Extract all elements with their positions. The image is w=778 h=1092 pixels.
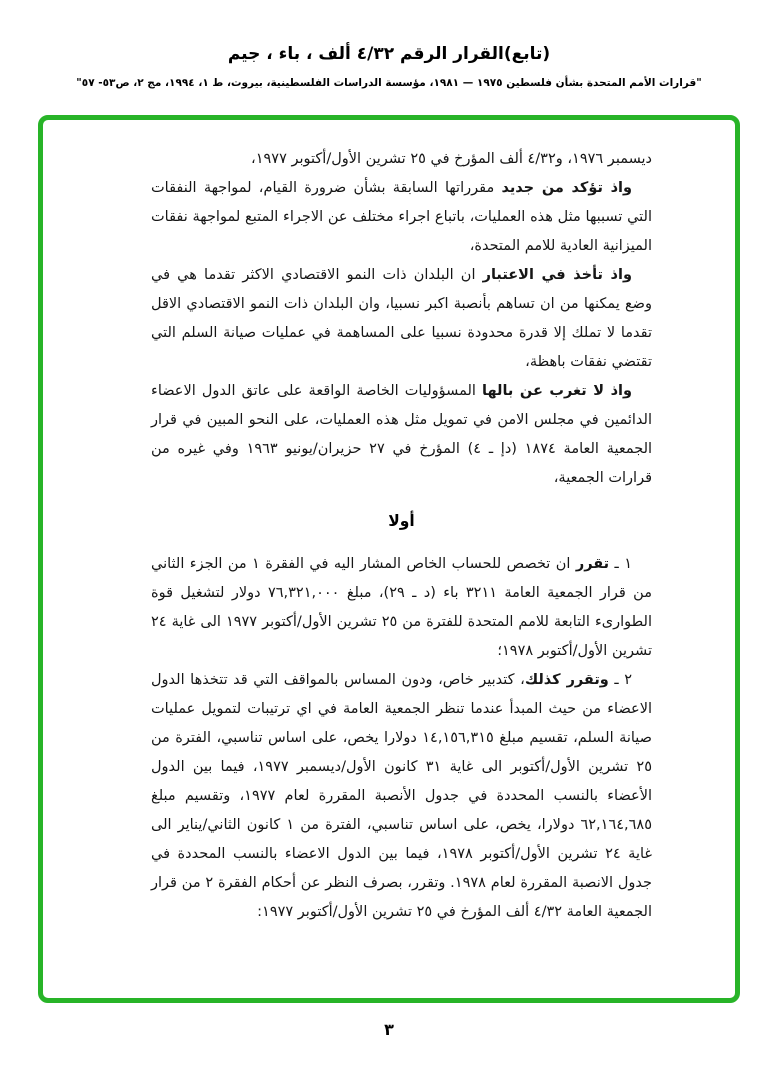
paragraph-lead: واذ لا تغرب عن بالها <box>482 383 632 399</box>
preamble-paragraph <box>151 377 652 493</box>
paragraph-lead: تقرر <box>575 556 610 572</box>
operative-paragraph-2 <box>151 666 652 927</box>
page-number: ٣ <box>384 1020 394 1039</box>
paragraph-lead: واذ تؤكد من جديد <box>501 180 633 196</box>
paragraph-number: ٢ ـ <box>608 672 632 688</box>
paragraph-lead: وتقرر كذلك <box>524 672 609 688</box>
paragraph-text: ان تخصص للحساب الخاص المشار اليه في الفقرة ١ من الجزء الثاني من قرار الجمعية العامة ٣٢١١ باء (د ـ ٢٩)، مبلغ ٧٦,٣٢١,٠٠٠ دولار لتشغيل قوة الطوارىء التابعة للامم المتحدة للفترة من ٢٥ تشرين الأول/أكتوبر ١٩٧٧ الى غاية ٢٤ تشرين الأول/أكتوبر ١٩٧٨؛ <box>151 556 652 659</box>
paragraph-continuation <box>151 145 652 174</box>
paragraph-text: ان البلدان ذات النمو الاقتصادي الاكثر تقدما هي في وضع يمكنها من ان تساهم بأنصبة اكبر نسبيا، وان البلدان ذات النمو الاقتصادي الاقل تقدما لا تملك إلا قدرة محدودة نسبيا على المساهمة في عمليات صيانة السلم التي تقتضي نفقات باهظة، <box>151 267 652 370</box>
section-heading: أولا <box>388 512 415 530</box>
paragraph-number: ١ ـ <box>609 556 632 572</box>
paragraph-lead: واذ تأخذ في الاعتبار <box>482 267 632 283</box>
paragraph-text: المسؤوليات الخاصة الواقعة على عاتق الدول الاعضاء الدائمين في مجلس الامن في تمويل مثل هذه العمليات، على النحو المبين في قرار الجمعية العامة ١٨٧٤ (دإ ـ ٤) المؤرخ في ٢٧ حزيران/يونيو ١٩٦٣ وفي غيره من قرارات الجمعية، <box>151 383 653 486</box>
paragraph-text: مقرراتها السابقة بشأن ضرورة القيام، لمواجهة النفقات التي تسببها مثل هذه العمليات، باتباع اجراء مختلف عن الاجراء المتبع لمواجهة نفقات الميزانية العادية للامم المتحدة، <box>151 180 652 254</box>
paragraph-text: ، كتدبير خاص، ودون المساس بالمواقف التي قد تتخذها الدول الاعضاء من حيث المبدأ عندما تنظر الجمعية العامة في اي ترتيبات لتمويل عمليات صيانة السلم، تقسيم مبلغ ١٤,١٥٦,٣١٥ دولارا يخص، على اساس تناسبي، الفترة من ٢٥ تشرين الأول/أكتوبر الى غاية ٣١ كانون الأول/ديسمبر ١٩٧٧، فيما بين الدول الأعضاء بالنسب المحددة في جدول الأنصبة المقررة لعام ١٩٧٧، وتقسيم مبلغ ٦٢,١٦٤,٦٨٥ دولارا، يخص، على اساس تناسبي، الفترة من ١ كانون الثاني/يناير الى غاية ٢٤ تشرين الأول/أكتوبر ١٩٧٨، فيما بين الدول الاعضاء بالنسب المحددة في جدول الانصبة المقررة لعام ١٩٧٨. وتقرر، بصرف النظر عن أحكام الفقرة ٢ من قرار الجمعية العامة ٤/٣٢ ألف المؤرخ في ٢٥ تشرين الأول/أكتوبر ١٩٧٧: <box>151 672 652 920</box>
document-header <box>0 44 778 89</box>
preamble-paragraph <box>151 174 652 261</box>
resolution-title: (تابع)القرار الرقم ٤/٣٢ ألف ، باء ، جيم <box>227 44 551 64</box>
document-body <box>151 145 652 927</box>
operative-paragraph-1 <box>151 550 652 666</box>
preamble-paragraph <box>151 261 652 377</box>
paragraph-text: ديسمبر ١٩٧٦، و٤/٣٢ ألف المؤرخ في ٢٥ تشرين الأول/أكتوبر ١٩٧٧، <box>251 151 652 167</box>
green-border-frame <box>38 115 740 1003</box>
source-citation: "قرارات الأمم المتحدة بشأن فلسطين ١٩٧٥ — ١٩٨١، مؤسسة الدراسات الفلسطينية، بيروت، ط ١، ١٩٩٤، مج ٢، ص٥٣- ٥٧" <box>76 77 702 89</box>
